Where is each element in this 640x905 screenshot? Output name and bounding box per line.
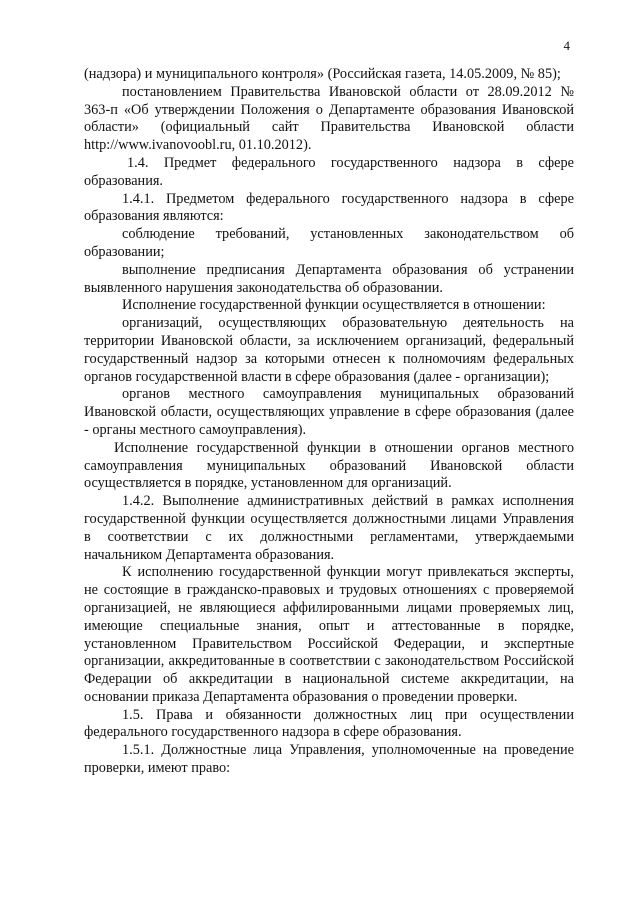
paragraph-7: организаций, осуществляющих образовательную деятельность на территории Ивановской области, за исключением организаций, федеральный государственный надзор за которыми отнесен к полномочиям федеральных органов государственной власти в сфере образования (далее - организации);: [84, 315, 574, 385]
page-number: 4: [563, 38, 570, 53]
paragraph-1-5-1: 1.5.1. Должностные лица Управления, уполномоченные на проведение проверки, имеют право:: [84, 742, 574, 777]
paragraph-5: выполнение предписания Департамента образования об устранении выявленного нарушения законодательства об образовании.: [84, 261, 574, 296]
paragraph-2: постановлением Правительства Ивановской области от 28.09.2012 № 363-п «Об утверждении Положения о Департаменте образования Ивановской области» (официальный сайт Правительства Ивановской области http://www.ivanovoobl.ru, 01.10.2012).: [84, 83, 574, 154]
paragraph-9: Исполнение государственной функции в отношении органов местного самоуправления муниципальных образований Ивановской области осуществляется в порядке, установленном для организаций.: [84, 439, 574, 492]
paragraph-8: органов местного самоуправления муниципальных образований Ивановской области, осуществляющих управление в сфере образования (далее - органы местного самоуправления).: [84, 386, 574, 438]
paragraph-1-4-2: 1.4.2. Выполнение административных действий в рамках исполнения государственной функции осуществляется должностными лицами Управления в соответствии с их должностными регламентами, утверждаемыми начальником Департамента образования.: [84, 493, 574, 563]
section-heading-1-5: 1.5. Права и обязанности должностных лиц при осуществлении федерального государственного надзора в сфере образования.: [84, 706, 574, 741]
paragraph-11: К исполнению государственной функции могут привлекаться эксперты, не состоящие в гражданско-правовых и трудовых отношениях с проверяемой организацией, не являющиеся аффилированными лицами проверяемых лиц, имеющие специальные знания, опыт и аттестованные в порядке, установленном Правительством Российской Федерации, и экспертные организации, аккредитованные в соответствии с законодательством Российской Федерации об аккредитации в национальной системе аккредитации, на основании приказа Департамента образования о проведении проверки.: [84, 564, 574, 705]
paragraph-6: Исполнение государственной функции осуществляется в отношении:: [122, 297, 546, 314]
section-heading-1-4: 1.4. Предмет федерального государственного надзора в сфере образования.: [84, 154, 574, 189]
paragraph-4: соблюдение требований, установленных законодательством об образовании;: [84, 226, 574, 260]
paragraph-1-4-1: 1.4.1. Предметом федерального государственного надзора в сфере образования являются:: [84, 190, 574, 225]
document-body: [84, 66, 574, 778]
paragraph-1: (надзора) и муниципального контроля» (Российская газета, 14.05.2009, № 85);: [84, 66, 561, 82]
